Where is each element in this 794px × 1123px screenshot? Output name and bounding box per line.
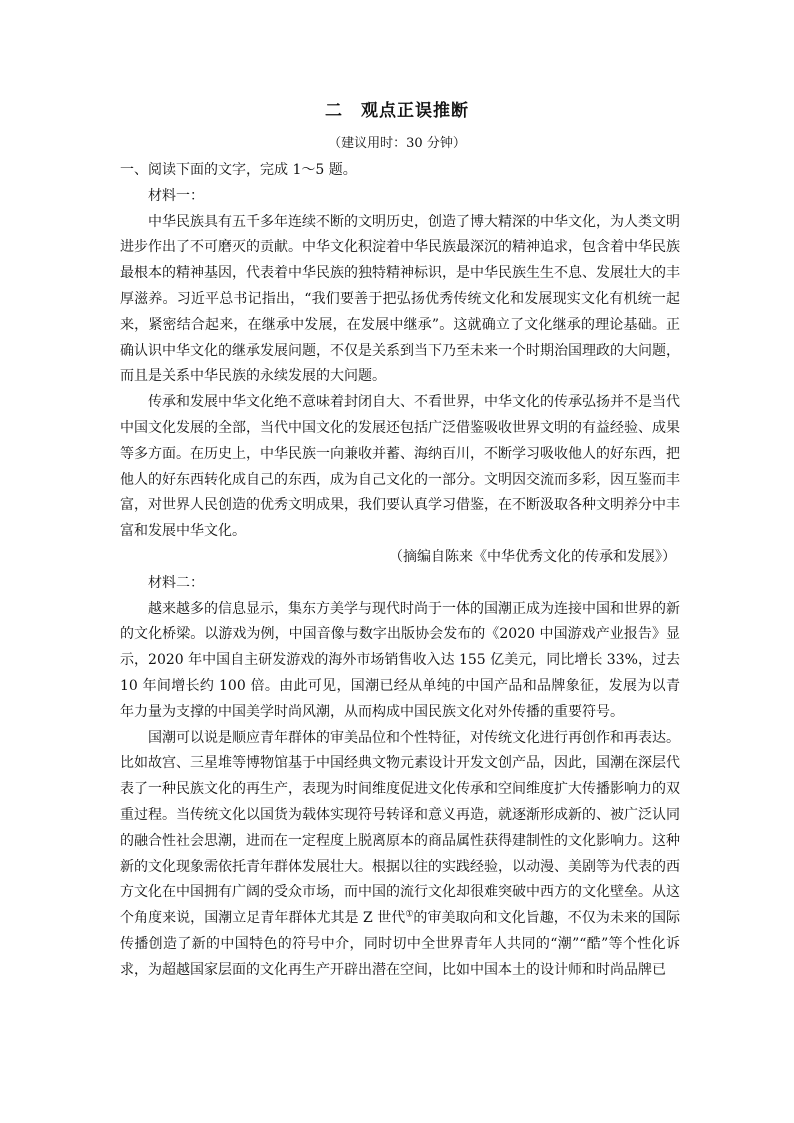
- material1-source: （摘编自陈来《中华优秀文化的传承和发展》）: [389, 548, 676, 565]
- footnote-marker: ①: [405, 909, 414, 920]
- material1-label: 材料一：: [148, 187, 204, 204]
- material2-paragraph-2-text-b: 的审美取向和文化旨趣，不仅为未来的国际传播创造了新的中国特色的符号中介，同时切中全世界青年人共同的“潮”“酷”等个性化诉求，为超越国家层面的文化再生产开辟出潜在空间，比如中国本土的设计师和时尚品牌已: [120, 910, 680, 978]
- document-body: [120, 158, 680, 984]
- question-instruction: 一、阅读下面的文字，完成 1～5 题。: [120, 162, 357, 178]
- material2-paragraph-1: 越来越多的信息显示，集东方美学与现代时尚于一体的国潮正成为连接中国和世界的新的文化桥梁。以游戏为例，中国音像与数字出版协会发布的《2020 中国游戏产业报告》显示，2020 年中国自主研发游戏的海外市场销售收入达 155 亿美元，同比增长 33%，过去 10 年间增长约 100 倍。由此可见，国潮已经从单纯的中国产品和品牌象征，发展为以青年力量为支撑的中国美学时尚风潮，从而构成中国民族文化对外传播的重要符号。: [120, 600, 680, 720]
- material2-paragraph-2: [120, 726, 680, 984]
- page-title: 二 观点正误推断: [325, 101, 469, 121]
- material1-paragraph-1: 中华民族具有五千多年连续不断的文明历史，创造了博大精深的中华文化，为人类文明进步作出了不可磨灭的贡献。中华文化积淀着中华民族最深沉的精神追求，包含着中华民族最根本的精神基因，代表着中华民族的独特精神标识，是中华民族生生不息、发展壮大的丰厚滋养。习近平总书记指出，“我们要善于把弘扬优秀传统文化和发展现实文化有机统一起来，紧密结合起来，在继承中发展，在发展中继承”。这就确立了文化继承的理论基础。正确认识中华文化的继承发展问题，不仅是关系到当下乃至未来一个时期治国理政的大问题，而且是关系中华民族的永续发展的大问题。: [120, 213, 680, 385]
- material1-paragraph-2: 传承和发展中华文化绝不意味着封闭自大、不看世界，中华文化的传承弘扬并不是当代中国文化发展的全部，当代中国文化的发展还包括广泛借鉴吸收世界文明的有益经验、成果等多方面。在历史上，中华民族一向兼收并蓄、海纳百川，不断学习吸收他人的好东西，把他人的好东西转化成自己的东西，成为自己文化的一部分。文明因交流而多彩，因互鉴而丰富，对世界人民创造的优秀文明成果，我们要认真学习借鉴，在不断汲取各种文明养分中丰富和发展中华文化。: [120, 394, 680, 540]
- suggested-time: （建议用时：30 分钟）: [328, 136, 466, 151]
- material2-label: 材料二：: [148, 574, 204, 591]
- material2-paragraph-2-text-a: 国潮可以说是顺应青年群体的审美品位和个性特征，对传统文化进行再创作和再表达。比如故宫、三星堆等博物馆基于中国经典文物元素设计开发文创产品，因此，国潮在深层代表了一种民族文化的再生产，表现为时间维度促进文化传承和空间维度扩大传播影响力的双重过程。当传统文化以国货为载体实现符号转译和意义再造，就逐渐形成新的、被广泛认同的融合性社会思潮，进而在一定程度上脱离原本的商品属性获得建制性的文化影响力。这种新的文化现象需依托青年群体发展壮大。根据以往的实践经验，以动漫、美剧等为代表的西方文化在中国拥有广阔的受众市场，而中国的流行文化却很难突破中西方的文化壁垒。从这个角度来说，国潮立足青年群体尤其是 Z 世代: [120, 729, 680, 927]
